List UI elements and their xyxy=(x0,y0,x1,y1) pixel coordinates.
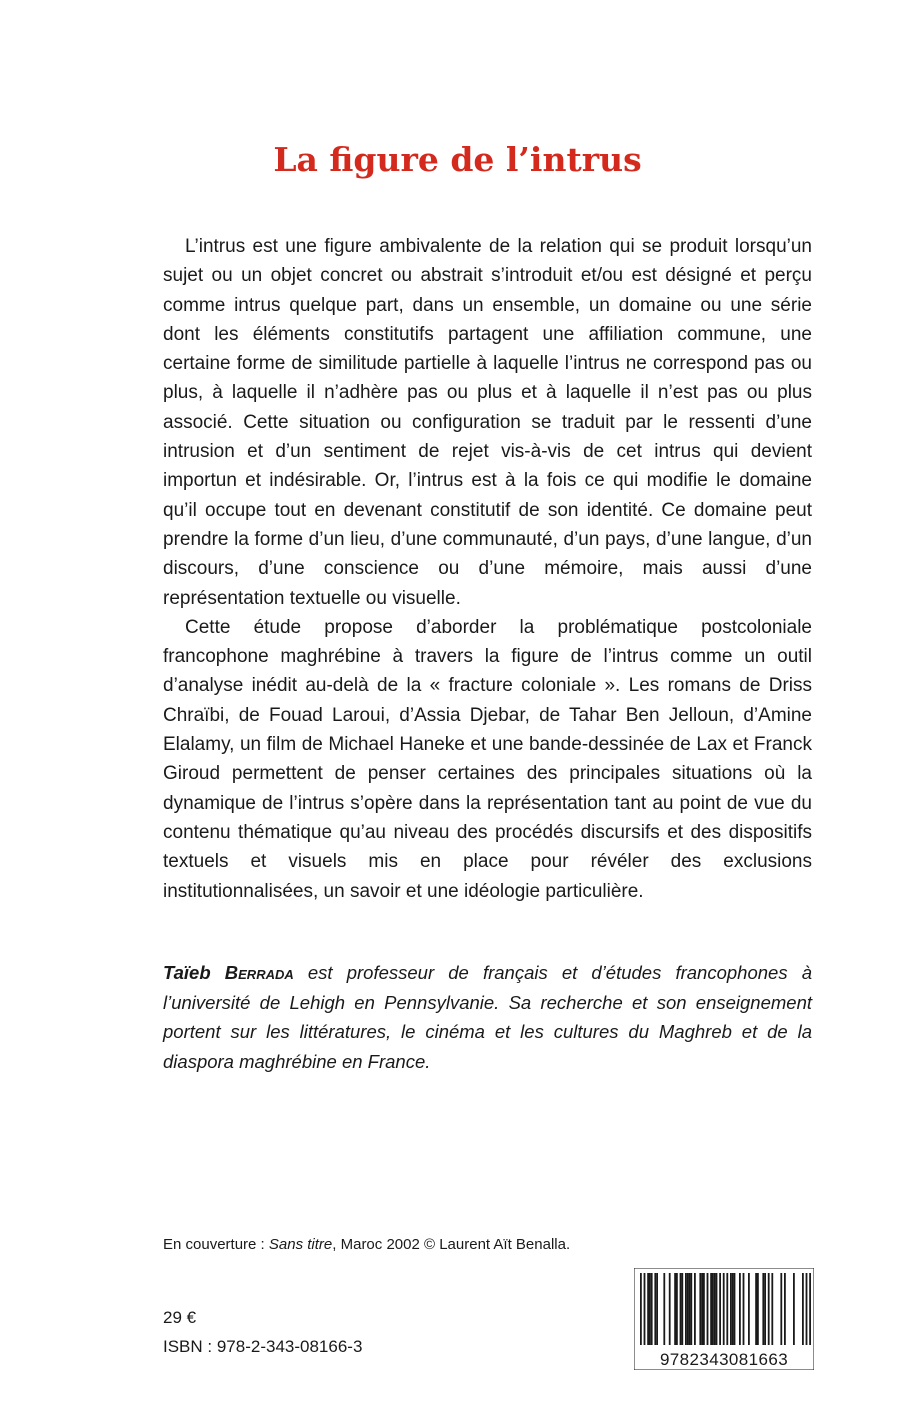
barcode-bar xyxy=(784,1273,786,1345)
barcode-bar xyxy=(809,1273,811,1345)
barcode-bar xyxy=(689,1273,691,1345)
barcode-bar xyxy=(640,1273,642,1345)
barcode-graphic xyxy=(634,1268,814,1370)
barcode-bar xyxy=(739,1273,741,1345)
cover-credit xyxy=(163,1236,570,1253)
barcode-bar xyxy=(685,1273,687,1345)
book-title: La figure de l’intrus xyxy=(273,140,642,179)
barcode-bar xyxy=(663,1273,665,1345)
barcode-bar xyxy=(699,1273,701,1345)
barcode-bar xyxy=(690,1273,692,1345)
barcode-bar xyxy=(716,1273,718,1345)
barcode-bar xyxy=(802,1273,804,1345)
barcode-bar xyxy=(732,1273,734,1345)
barcode-bar xyxy=(719,1273,721,1345)
barcode-bar xyxy=(730,1273,732,1345)
isbn: ISBN : 978-2-343-08166-3 xyxy=(163,1337,363,1356)
cover-credit-prefix: En couverture : xyxy=(163,1236,269,1253)
barcode-bar xyxy=(762,1273,764,1345)
barcode-bar xyxy=(748,1273,750,1345)
barcode-bar xyxy=(743,1273,745,1345)
barcode-bar xyxy=(674,1273,676,1345)
barcode-bar xyxy=(710,1273,712,1345)
barcode-bar xyxy=(764,1273,766,1345)
author-first-name: Taïeb xyxy=(163,962,211,983)
barcode-bar xyxy=(714,1273,716,1345)
barcode-bar xyxy=(755,1273,757,1345)
barcode-bar xyxy=(687,1273,689,1345)
barcode-bar xyxy=(694,1273,696,1345)
barcode-bar xyxy=(793,1273,795,1345)
author-bio-text: est professeur de français et d’études francophones à l’université de Lehigh en Pennsylvanie. Sa recherche et son enseignement portent sur les littératures, le cinéma et les cultures du Maghreb et de la diaspora maghrébine en France. xyxy=(163,962,812,1072)
barcode-bar xyxy=(771,1273,773,1345)
barcode-bar xyxy=(681,1273,683,1345)
barcode-bar xyxy=(780,1273,782,1345)
price: 29 € xyxy=(163,1308,197,1327)
cover-credit-work: Sans titre xyxy=(268,1236,333,1253)
barcode-bar xyxy=(768,1273,770,1345)
cover-credit-rest: , Maroc 2002 © Laurent Aït Benalla. xyxy=(332,1236,571,1253)
barcode-bar xyxy=(680,1273,682,1345)
author-bio xyxy=(163,958,812,1076)
barcode-bar xyxy=(676,1273,678,1345)
barcode-bar xyxy=(757,1273,759,1345)
barcode xyxy=(634,1268,814,1370)
barcode-bar xyxy=(726,1273,728,1345)
barcode-bar xyxy=(712,1273,714,1345)
barcode-bar xyxy=(647,1273,649,1345)
barcode-bar xyxy=(669,1273,671,1345)
author-last-name: Berrada xyxy=(224,962,294,983)
barcode-bar xyxy=(654,1273,656,1345)
barcode-bar xyxy=(703,1273,705,1345)
barcode-digits: 9782343081663 xyxy=(659,1350,789,1369)
blurb-paragraph-1: L’intrus est une figure ambivalente de la relation qui se produit lorsqu’un sujet ou un objet concret ou abstrait s’introduit et/ou est désigné et perçu comme intrus quelque part, dans un ensemble, un domaine ou une série dont les éléments constitutifs partagent une affiliation commune, une certaine forme de similitude partielle à laquelle l’intrus ne correspond pas ou plus, à laquelle il n’adhère pas ou plus et à laquelle il n’est pas ou plus associé. Cette situation ou configuration se traduit par le ressenti d’une intrusion et d’un sentiment de rejet vis-à-vis de cet intrus qui devient importun et indésirable. Or, l’intrus est à la fois ce qui modifie le domaine qu’il occupe tout en devenant constitutif de son identité. Ce domaine peut prendre la forme d’un lieu, d’une communauté, d’un pays, d’une langue, d’un discours, d’une conscience ou d’une mémoire, mais aussi d’une représentation textuelle ou visuelle. xyxy=(163,236,812,609)
barcode-bar xyxy=(707,1273,709,1345)
barcode-bar xyxy=(734,1273,736,1345)
barcode-bar xyxy=(723,1273,725,1345)
blurb-paragraph-2: Cette étude propose d’aborder la problématique postcoloniale francophone maghrébine à travers la figure de l’intrus comme un outil d’analyse inédit au-delà de la « fracture coloniale ». Les romans de Driss Chraïbi, de Fouad Laroui, d’Assia Djebar, de Tahar Ben Jelloun, d’Amine Elalamy, un film de Michael Haneke et une bande-dessinée de Lax et Franck Giroud permettent de penser certaines des principales situations où la dynamique de l’intrus s’opère dans la représentation tant au point de vue du contenu thématique qu’au niveau des procédés discursifs et des dispositifs textuels et visuels mis en place pour révéler des exclusions institutionnalisées, un savoir et une idéologie particulière. xyxy=(163,616,812,902)
barcode-bar xyxy=(651,1273,653,1345)
barcode-bar xyxy=(656,1273,658,1345)
barcode-bar xyxy=(644,1273,646,1345)
blurb xyxy=(163,232,812,906)
barcode-bar xyxy=(649,1273,651,1345)
barcode-bar xyxy=(806,1273,808,1345)
barcode-bar xyxy=(701,1273,703,1345)
